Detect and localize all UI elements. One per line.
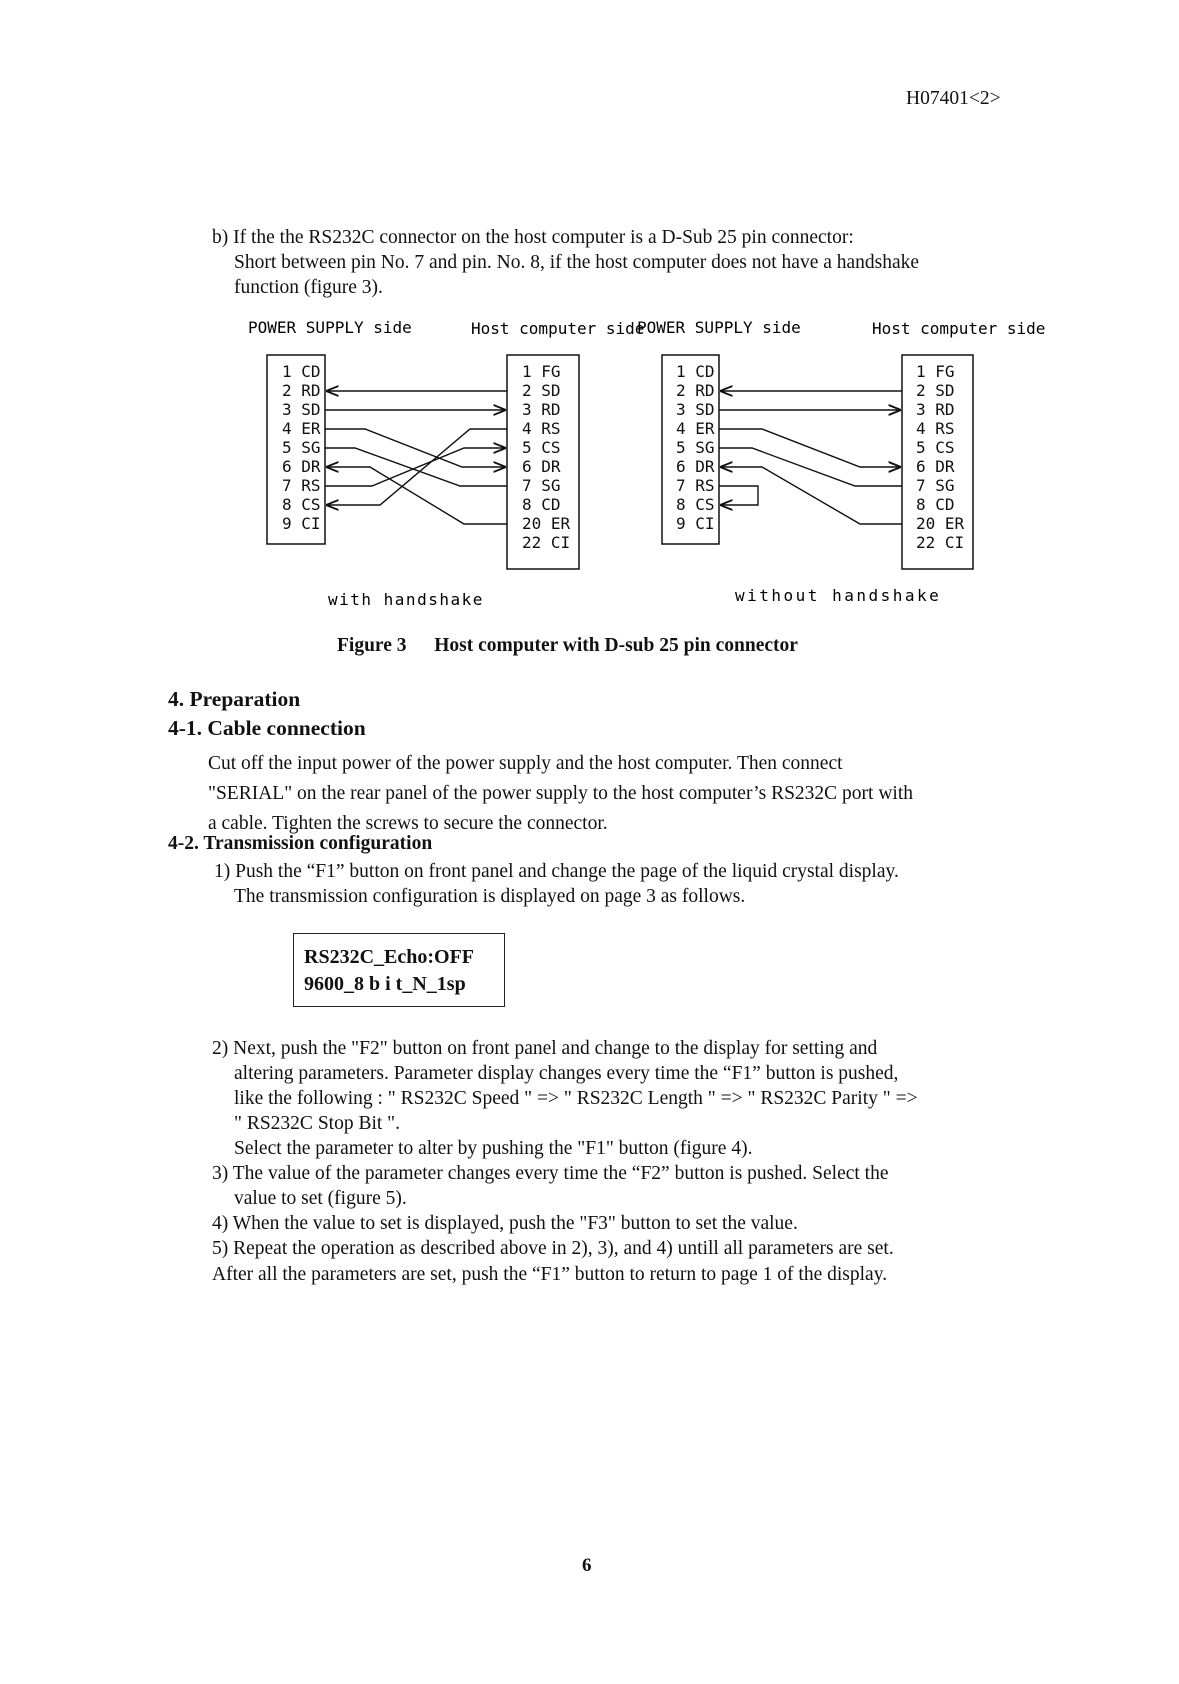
left-ps-pin: 2 RD [282, 381, 321, 400]
step-1-line-1: 1) Push the “F1” button on front panel and change the page of the liquid crystal display. [214, 861, 899, 882]
right-ps-pin: 8 CS [676, 495, 715, 514]
left-host-pin: 5 CS [522, 438, 561, 457]
lcd-line-2: 9600_8 b i t_N_1sp [304, 973, 466, 995]
right-host-pin: 20 ER [916, 514, 965, 533]
document-id: H07401<2> [906, 88, 1001, 109]
right-host-pin: 1 FG [916, 362, 955, 381]
final-line: After all the parameters are set, push the “F1” button to return to page 1 of the display. [212, 1264, 888, 1285]
right-host-pin: 3 RD [916, 400, 955, 419]
section-b-line-2: Short between pin No. 7 and pin. No. 8, if the host computer does not have a handshake [234, 252, 920, 273]
section-4-1-line: "SERIAL" on the rear panel of the power supply to the host computer’s RS232C port with [208, 783, 913, 804]
right-ps-pin: 5 SG [676, 438, 715, 457]
left-ps-pin: 1 CD [282, 362, 321, 381]
right-ps-pin: 2 RD [676, 381, 715, 400]
right-host-pin: 8 CD [916, 495, 955, 514]
left-ps-pin: 3 SD [282, 400, 321, 419]
section-4-1-line: Cut off the input power of the power supply and the host computer. Then connect [208, 753, 843, 774]
right-diagram-caption: without handshake [735, 586, 942, 605]
section-4-1-body [208, 749, 913, 839]
left-ps-pin: 5 SG [282, 438, 321, 457]
step-5-line: 5) Repeat the operation as described above in 2), 3), and 4) untill all parameters are set. [212, 1238, 894, 1259]
step-2-line-2: altering parameters. Parameter display changes every time the “F1” button is pushed, [234, 1063, 899, 1084]
section-4-1-line: a cable. Tighten the screws to secure the connector. [208, 813, 608, 834]
figure-3-wiring-diagram [0, 0, 1179, 640]
left-host-pin: 2 SD [522, 381, 561, 400]
left-host-pin: 1 FG [522, 362, 561, 381]
right-host-pin: 4 RS [916, 419, 955, 438]
step-3-line-2: value to set (figure 5). [234, 1188, 407, 1209]
right-host-title: Host computer side [872, 319, 1046, 338]
left-host-pin: 8 CD [522, 495, 561, 514]
right-host-pin: 5 CS [916, 438, 955, 457]
right-ps-pin: 1 CD [676, 362, 715, 381]
page-number: 6 [582, 1555, 592, 1576]
step-2-line-3: like the following : " RS232C Speed " => " RS232C Length " => " RS232C Parity " => [234, 1088, 918, 1109]
section-b-line-1: b) If the the RS232C connector on the host computer is a D-Sub 25 pin connector: [212, 227, 854, 248]
left-host-pin: 7 SG [522, 476, 561, 495]
right-host-pin: 2 SD [916, 381, 955, 400]
step-3-line-1: 3) The value of the parameter changes every time the “F2” button is pushed. Select the [212, 1163, 889, 1184]
left-ps-pin: 7 RS [282, 476, 321, 495]
left-ps-title: POWER SUPPLY side [248, 318, 412, 337]
left-ps-pin: 4 ER [282, 419, 321, 438]
left-host-pin: 3 RD [522, 400, 561, 419]
right-ps-title: POWER SUPPLY side [637, 318, 801, 337]
right-host-pin: 6 DR [916, 457, 955, 476]
right-wire-rs-cs-loopback [719, 486, 758, 505]
step-2-line-1: 2) Next, push the "F2" button on front panel and change to the display for setting and [212, 1038, 878, 1059]
right-wire-er-dr-2 [720, 467, 902, 524]
figure-3-caption [337, 635, 798, 657]
lcd-line-1: RS232C_Echo:OFF [304, 946, 474, 968]
right-host-pin: 22 CI [916, 533, 965, 552]
right-host-pin: 7 SG [916, 476, 955, 495]
left-host-pin: 20 ER [522, 514, 571, 533]
left-ps-pin: 9 CI [282, 514, 321, 533]
step-2-line-5: Select the parameter to alter by pushing the "F1" button (figure 4). [234, 1138, 753, 1159]
left-diagram-caption: with handshake [328, 590, 484, 609]
lcd-display-box [293, 933, 505, 1007]
left-wire-er-dr-2 [326, 467, 507, 524]
step-1-line-2: The transmission configuration is displayed on page 3 as follows. [234, 886, 746, 907]
left-host-title: Host computer side [471, 319, 645, 338]
right-ps-pin: 9 CI [676, 514, 715, 533]
figure-3-label: Figure 3 [337, 635, 407, 656]
left-ps-pin: 8 CS [282, 495, 321, 514]
section-4-1-heading: 4-1. Cable connection [168, 716, 366, 740]
section-b-line-3: function (figure 3). [234, 277, 383, 298]
section-4-heading: 4. Preparation [168, 687, 301, 711]
left-host-pin: 4 RS [522, 419, 561, 438]
right-ps-pin: 6 DR [676, 457, 715, 476]
step-2-line-4: " RS232C Stop Bit ". [234, 1113, 401, 1134]
figure-3-title: Host computer with D-sub 25 pin connector [434, 635, 798, 656]
right-ps-pin: 7 RS [676, 476, 715, 495]
left-ps-pin: 6 DR [282, 457, 321, 476]
left-host-pin: 6 DR [522, 457, 561, 476]
left-host-pin: 22 CI [522, 533, 571, 552]
step-4-line: 4) When the value to set is displayed, push the "F3" button to set the value. [212, 1213, 798, 1234]
right-ps-pin: 3 SD [676, 400, 715, 419]
section-4-2-heading: 4-2. Transmission configuration [168, 833, 433, 854]
right-ps-pin: 4 ER [676, 419, 715, 438]
